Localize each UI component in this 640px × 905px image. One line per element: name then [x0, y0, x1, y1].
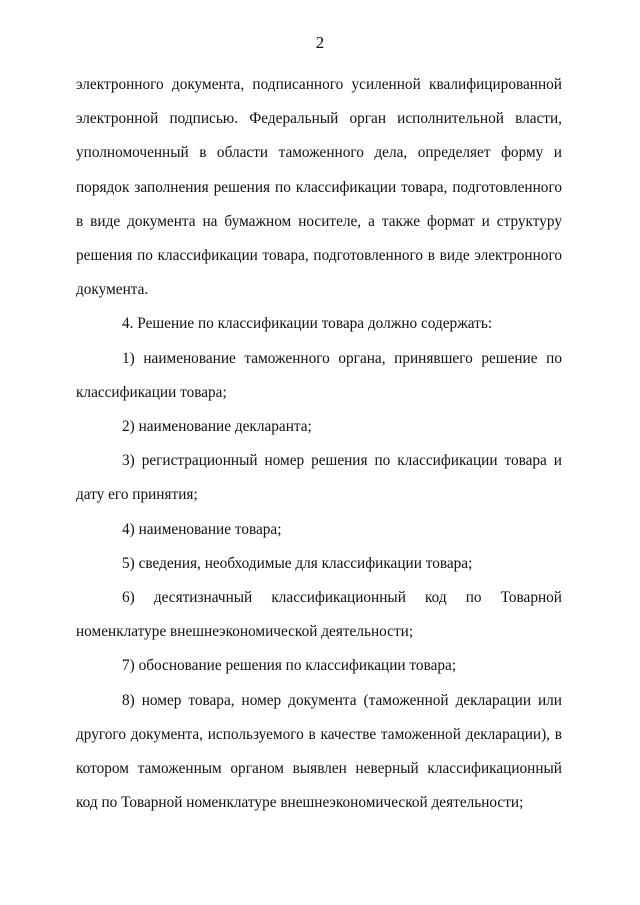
document-body	[76, 68, 562, 820]
paragraph-item-4-heading: 4. Решение по классификации товара должно содержать:	[122, 315, 493, 333]
list-item-4: 4) наименование товара;	[122, 520, 282, 538]
list-item-6: 6) десятизначный классификационный код по Товарной номенклатуре внешнеэкономической деятельности;	[76, 589, 562, 641]
list-item-1: 1) наименование таможенного органа, принявшего решение по классификации товара;	[76, 349, 562, 401]
list-item-2: 2) наименование декларанта;	[122, 418, 312, 436]
page-number: 2	[315, 33, 325, 52]
list-item-8: 8) номер товара, номер документа (таможенной декларации или другого документа, используемого в качестве таможенной декларации), в котором таможенным органом выявлен неверный классификационный код по Товарной номенклатуре внешнеэкономической деятельности;	[76, 691, 562, 812]
list-item-5: 5) сведения, необходимые для классификации товара;	[122, 554, 473, 572]
list-item-7: 7) обоснование решения по классификации товара;	[122, 657, 457, 675]
paragraph-continuation: электронного документа, подписанного усиленной квалифицированной электронной подписью. Федеральный орган исполнительной власти, уполномоченный в области таможенного дела, определяет форму и порядок заполнения решения по классификации товара, подготовленного в виде документа на бумажном носителе, а также формат и структуру решения по классификации товара, подготовленного в виде электронного документа.	[76, 76, 562, 299]
list-item-3: 3) регистрационный номер решения по классификации товара и дату его принятия;	[76, 452, 562, 504]
